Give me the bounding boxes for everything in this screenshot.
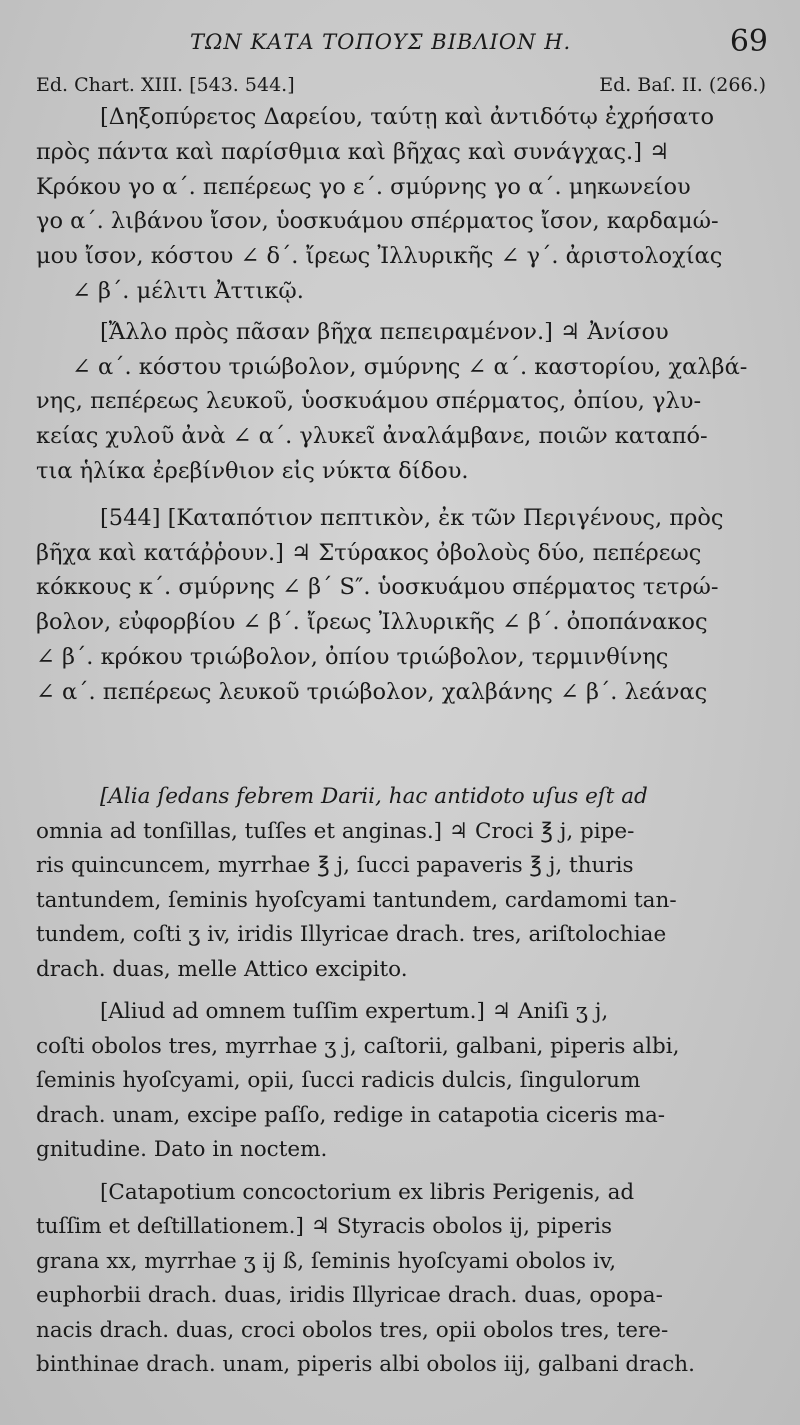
text-line: κείας χυλοῦ ἀνὰ ∠ α΄. γλυκεῖ ἀναλάμβανε, ποιῶν καταπό- — [36, 423, 708, 450]
text-line: gnitudine. Dato in noctem. — [36, 1137, 328, 1162]
latin-text-block — [36, 780, 766, 1383]
greek-paragraph-2 — [36, 315, 766, 489]
text-line: drach. duas, melle Attico excipito. — [36, 956, 408, 982]
text-line: βῆχα καὶ κατάῤῥουν.] ♃ Στύρακος ὀβολοὺς δύο, πεπέρεως — [36, 539, 702, 566]
text-line: binthinae drach. unam, piperis albi obolos iij, galbani drach. — [36, 1352, 695, 1377]
greek-text-block — [36, 100, 766, 710]
text-line: [Alia ſedans febrem Darii, hac antidoto uſus eſt ad — [100, 784, 648, 809]
text-line: [544] [Καταπότιον πεπτικὸν, ἐκ τῶν Περιγένους, πρὸς — [100, 504, 724, 531]
text-line: τια ἡλίκα ἐρεβίνθιον εἰς νύκτα δίδου. — [36, 457, 469, 484]
text-line: drach. unam, excipe paſſo, redige in catapotia ciceris ma- — [36, 1102, 666, 1128]
text-line: ris quincuncem, myrrhae ℥ j, ſucci papaveris ℥ j, thuris — [36, 853, 634, 878]
text-line: grana xx, myrrhae ʒ ij ß, ſeminis hyoſcyami obolos iv, — [36, 1248, 617, 1274]
text-line: Κρόκου γο α΄. πεπέρεως γο ε΄. σμύρνης γο α΄. μηκωνείου — [36, 173, 691, 200]
greek-paragraph-1 — [36, 100, 766, 309]
text-line: γο α΄. λιβάνου ἴσον, ὑοσκυάμου σπέρματος ἴσον, καρδαμώ- — [36, 208, 719, 235]
edition-line — [36, 74, 766, 102]
edition-chartier: Ed. Chart. XIII. [543. 544.] — [36, 74, 295, 96]
text-line: tundem, coſti ʒ iv, iridis Illyricae drach. tres, ariſtolochiae — [36, 922, 667, 947]
running-title: ΤΩΝ ΚΑΤΑ ΤΟΠΟΥΣ ΒΙΒΛΙΟΝ Η. — [190, 30, 572, 54]
text-line: [Ἄλλο πρὸς πᾶσαν βῆχα πεπειραμένον.] ♃ Ἀνίσου — [100, 318, 669, 345]
text-line: [Catapotium concoctorium ex libris Perigenis, ad — [100, 1179, 635, 1205]
text-line: νης, πεπέρεως λευκοῦ, ὑοσκυάμου σπέρματος, ὀπίου, γλυ- — [36, 388, 702, 415]
text-line: omnia ad tonſillas, tuſſes et anginas.] ♃ Croci ℥ j, pipe- — [36, 818, 635, 844]
edition-basel: Ed. Baſ. II. (266.) — [599, 74, 766, 96]
text-line: [Aliud ad omnem tuſſim expertum.] ♃ Aniſi ʒ j, — [100, 999, 609, 1024]
text-line: tuſſim et deſtillationem.] ♃ Styracis obolos ij, piperis — [36, 1214, 613, 1239]
text-line: tantundem, ſeminis hyoſcyami tantundem, cardamomi tan- — [36, 887, 677, 913]
text-line: κόκκους κ΄. σμύρνης ∠ β΄ S″. ὑοσκυάμου σπέρματος τετρώ- — [36, 574, 719, 601]
latin-paragraph-2 — [36, 995, 766, 1168]
text-line: euphorbii drach. duas, iridis Illyricae drach. duas, opopa- — [36, 1283, 663, 1308]
page-number: 69 — [729, 24, 768, 59]
text-line: βολον, εὐφορβίου ∠ β΄. ἴρεως Ἰλλυρικῆς ∠ β΄. ὀποπάνακος — [36, 609, 708, 636]
text-line: ∠ α΄. κόστου τριώβολον, σμύρνης ∠ α΄. καστορίου, χαλβά- — [72, 353, 748, 380]
text-line: ∠ β΄. μέλιτι Ἀττικῷ. — [72, 277, 304, 304]
text-line: μου ἴσον, κόστου ∠ δ΄. ἴρεως Ἰλλυρικῆς ∠ γ΄. ἀριστολοχίας — [36, 243, 723, 270]
latin-paragraph-3 — [36, 1176, 766, 1383]
text-line: ∠ α΄. πεπέρεως λευκοῦ τριώβολον, χαλβάνης ∠ β΄. λεάνας — [36, 678, 708, 705]
text-line: [Δηξοπύρετος Δαρείου, ταύτῃ καὶ ἀντιδότῳ ἐχρήσατο — [100, 104, 714, 130]
text-line: πρὸς πάντα καὶ παρίσθμια καὶ βῆχας καὶ συνάγχας.] ♃ — [36, 138, 670, 165]
running-head — [0, 22, 800, 62]
text-line: ∠ β΄. κρόκου τριώβολον, ὀπίου τριώβολον, τερμινθίνης — [36, 643, 669, 670]
text-line: ſeminis hyoſcyami, opii, ſucci radicis dulcis, ſingulorum — [36, 1068, 641, 1093]
greek-paragraph-3 — [36, 501, 766, 710]
text-line: coſti obolos tres, myrrhae ʒ j, caſtorii, galbani, piperis albi, — [36, 1033, 680, 1059]
text-line: nacis drach. duas, croci obolos tres, opii obolos tres, tere- — [36, 1317, 669, 1343]
latin-paragraph-1 — [36, 780, 766, 987]
